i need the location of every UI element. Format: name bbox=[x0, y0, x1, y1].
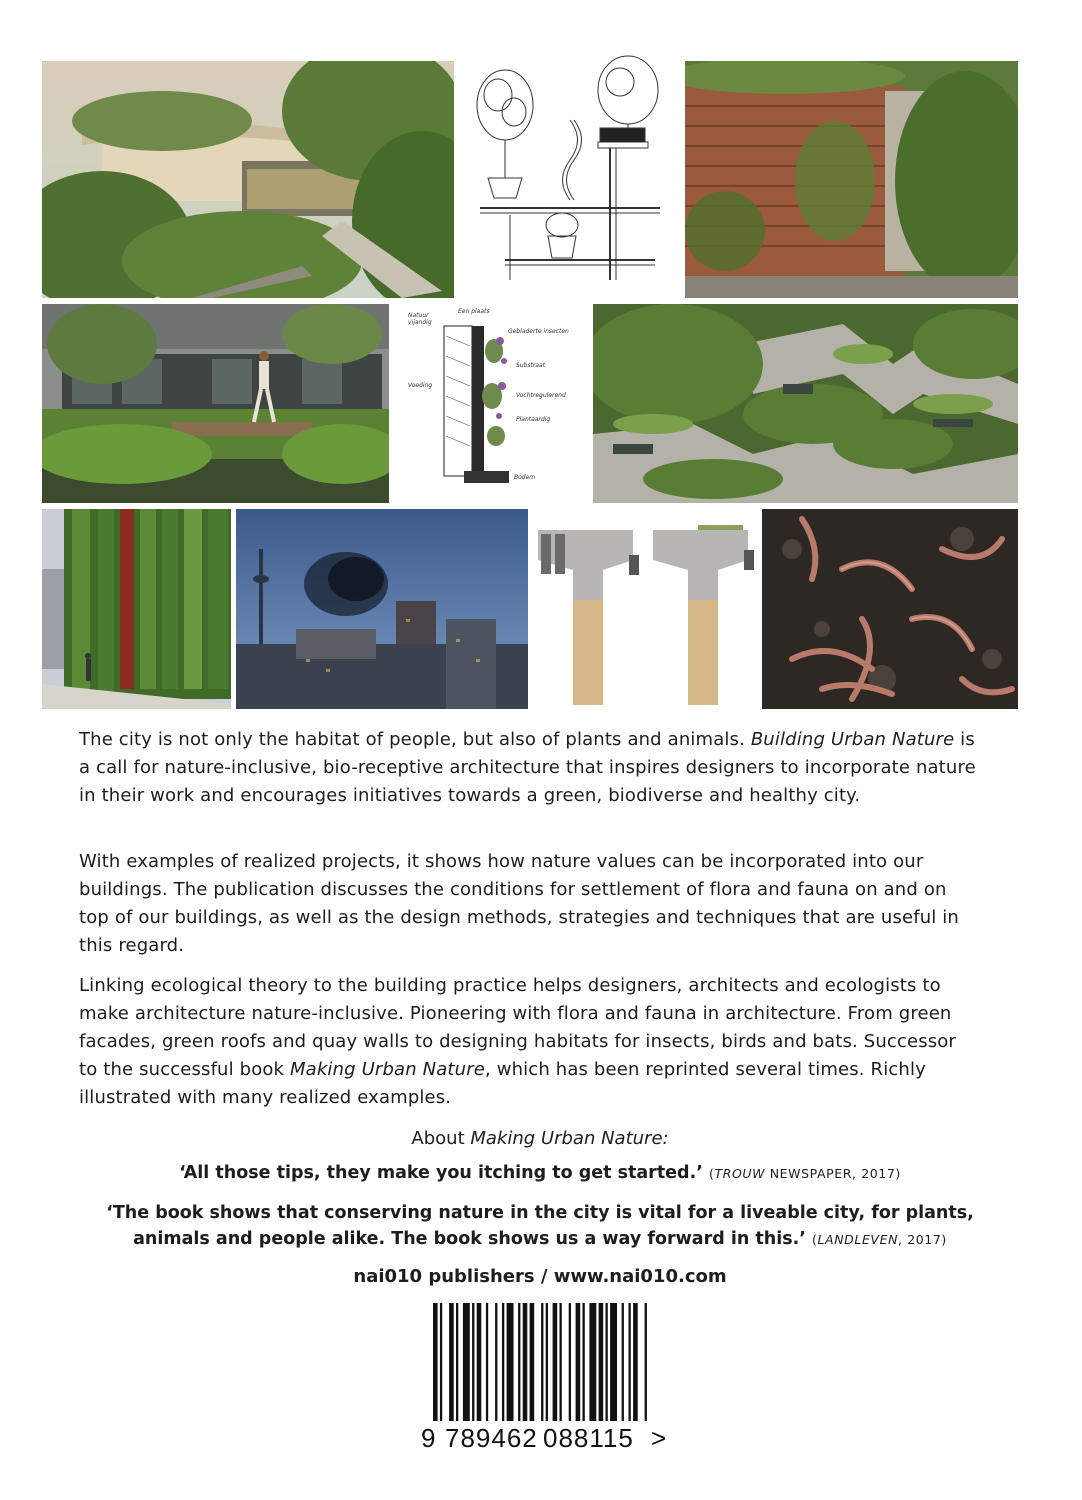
murmuration-photo bbox=[236, 509, 528, 709]
sketch-note: Plantaardig bbox=[516, 416, 551, 423]
barcode-bar bbox=[622, 1303, 624, 1421]
barcode-bar bbox=[610, 1303, 617, 1421]
barcode-bar bbox=[645, 1303, 647, 1421]
barcode-bar bbox=[433, 1303, 438, 1421]
earthworms-photo bbox=[762, 509, 1018, 709]
barcode-bar bbox=[576, 1303, 581, 1421]
barcode-bar bbox=[495, 1303, 497, 1421]
barcode-bar bbox=[606, 1303, 608, 1421]
book-title: Making Urban Nature bbox=[289, 1059, 485, 1080]
barcode-bar bbox=[502, 1303, 504, 1421]
barcode-bar bbox=[523, 1303, 528, 1421]
barcode-bar bbox=[507, 1303, 514, 1421]
barcode-bar bbox=[541, 1303, 543, 1421]
barcode-bar bbox=[463, 1303, 470, 1421]
isbn-digits-right: 088115 bbox=[543, 1423, 634, 1451]
barcode-bar bbox=[456, 1303, 458, 1421]
barcode-bar bbox=[449, 1303, 454, 1421]
barcode-bar bbox=[486, 1303, 488, 1421]
green-wall-photo bbox=[42, 509, 231, 709]
barcode-bar bbox=[472, 1303, 474, 1421]
book-title: Building Urban Nature bbox=[750, 729, 955, 750]
annotated-facade-sketch bbox=[404, 306, 578, 502]
about-heading: About Making Urban Nature: bbox=[411, 1128, 669, 1149]
barcode-bar bbox=[530, 1303, 535, 1421]
sketch-note: Natuur vijandig bbox=[408, 312, 432, 326]
publisher-line: nai010 publishers / www.nai010.com bbox=[353, 1266, 727, 1287]
sketch-note: Substraat bbox=[516, 362, 546, 369]
sketch-note: Voeding bbox=[408, 382, 433, 389]
sketch-note: Een plaats bbox=[458, 308, 490, 315]
isbn-digits-left: 789462 bbox=[445, 1423, 538, 1451]
quote-source: (LANDLEVEN, 2017) bbox=[812, 1232, 947, 1247]
brick-wall-planted-photo bbox=[685, 61, 1018, 298]
sketch-note: Vochtregulerend bbox=[516, 392, 566, 399]
description-paragraph: Linking ecological theory to the building practice helps designers, architects and ecologists to make architecture nature-inclusive. Pioneering with flora and fauna in architecture. From green facades, green roofs and quay walls to designing habitats for insects, birds and bats. Successor to the successful book Making Urban Nature, which has been reprinted several times. Richly illustrated with many realized examples. bbox=[79, 975, 956, 1108]
barcode-bar bbox=[553, 1303, 558, 1421]
sketch-note: Bodem bbox=[514, 474, 536, 481]
description-paragraph: With examples of realized projects, it shows how nature values can be incorporated into our buildings. The publication discusses the conditions for settlement of flora and fauna on and on top of our buildings, as well as the design methods, strategies and techniques that are useful in this regard. bbox=[79, 851, 959, 956]
isbn-digit-lead: 9 bbox=[421, 1423, 436, 1451]
barcode-bar bbox=[560, 1303, 562, 1421]
nest-box-sections bbox=[533, 520, 755, 705]
isbn-arrow: > bbox=[651, 1423, 667, 1451]
sketch-note: Gebladerte insecten bbox=[508, 328, 569, 335]
barcode-bar bbox=[518, 1303, 520, 1421]
terraced-housing-photo bbox=[593, 304, 1018, 503]
isbn-barcode bbox=[405, 1303, 675, 1451]
description-paragraph: The city is not only the habitat of people, but also of plants and animals. Building Urban Nature is a call for nature-inclusive, bio-receptive architecture that inspires designers to incorporate nature in their work and encourages initiatives towards a green, biodiverse and healthy city. bbox=[79, 729, 976, 806]
barcode-bar bbox=[599, 1303, 604, 1421]
barcode-bar bbox=[569, 1303, 571, 1421]
barcode-bar bbox=[440, 1303, 442, 1421]
photo-green-roof-pavilion bbox=[42, 61, 454, 298]
barcode-bar bbox=[589, 1303, 596, 1421]
review-quote: ‘The book shows that conserving nature in the city is vital for a liveable city, for plants, animals and people alike. The book shows us a way forward in this.’ (LANDLEVEN, 2017) bbox=[106, 1203, 974, 1249]
barcode-bar bbox=[629, 1303, 631, 1421]
boardwalk-pond-photo bbox=[42, 304, 389, 503]
barcode-bar bbox=[633, 1303, 638, 1421]
barcode-bar bbox=[583, 1303, 585, 1421]
quote-source: (TROUW NEWSPAPER, 2017) bbox=[708, 1166, 901, 1181]
balcony-planter-drawing bbox=[470, 50, 672, 280]
review-quote: ‘All those tips, they make you itching to get started.’ (TROUW NEWSPAPER, 2017) bbox=[179, 1163, 901, 1183]
barcode-bar bbox=[546, 1303, 548, 1421]
barcode-bar bbox=[477, 1303, 482, 1421]
